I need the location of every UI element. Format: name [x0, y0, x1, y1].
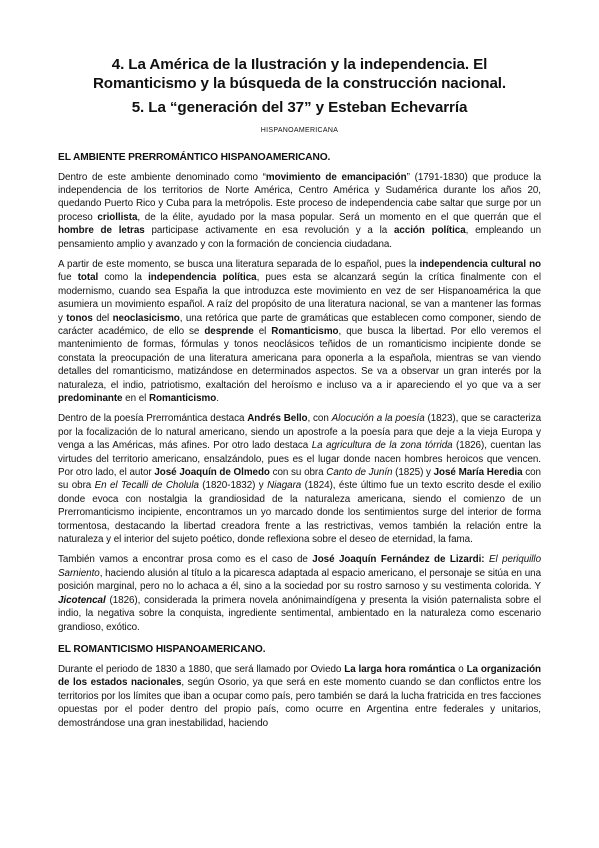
emphasis-text: acción política [393, 225, 466, 237]
emphasis-text: movimiento de emancipación [265, 171, 407, 183]
emphasis-text: neoclasicismo [112, 312, 180, 324]
section-heading-romanticismo: EL ROMANTICISMO HISPANOAMERICANO. [58, 643, 266, 655]
paragraph: Dentro de este ambiente denominado como “movimiento de emancipación” (1791-1830) que produce la independencia de los territorios de Norte América, Centro América y Sudamérica durante los años 20, quedando Puerto Rico y Cuba para la metrópolis. Este proceso de independencia cabe saltar que surge por un proceso criollista, de la élite, ayudado por la masa popular. Será un momento en el que querrán que el hombre de letras participase activamente en esa revolución y a la acción política, empleando un pensamiento amplio y avanzado y con la formación de conciencia ciudadana. [58, 171, 541, 250]
emphasis-text: En el Tecalli de Cholula [94, 480, 199, 492]
paragraph: También vamos a encontrar prosa como es el caso de José Joaquín Fernández de Lizardi: El periquillo Sarniento, haciendo alusión al título a la picaresca adaptada al espacio americano, el personaje se sitúa en una posición marginal, pero no lo achaca a él, sino a la sociedad por su rostro sarnoso y su vestimenta colorida. Y Jicotencal (1826), considerada la primera novela anónimaindígena y presenta la visión paternalista sobre el indio, la negativa sobre la conquista, ingrediente sentimental, ambientado en la naturaleza como escenario grandioso, exótico. [58, 554, 541, 633]
subtitle: HISPANOAMERICANA [260, 126, 339, 134]
emphasis-text: Alocución a la poesía [331, 413, 425, 425]
emphasis-text: Jicotencal [58, 594, 106, 606]
paragraph: Dentro de la poesía Prerromántica destaca Andrés Bello, con Alocución a la poesía (1823), que se caracteriza por la focalización de lo natural americano, siendo un apostrofe a la poesía para que deje a la vieja Europa y venga a las Américas, más afines. Por otro lado destaca La agricultura de la zona tórrida (1826), cuentan las virtudes del territorio americano, ensalzándolo, pues es el lugar donde nacen hombres heroicos que vencen. Por otro lado, el autor José Joaquín de Olmedo con su obra Canto de Junín (1825) y José María Heredia con su obra En el Tecalli de Cholula (1820-1832) y Niagara (1824), éste último fue un texto escrito desde el exilio donde evoca con nostalgia la grandiosidad de la naturaleza americana, siendo el comienzo de un Prerromanticismo incipiente, encontramos un yo marcado donde los sentimientos surge del interior de forma tormentosa, destacando la libertad creadora frente a las restrictivas, vemos también la relación entre la naturaleza y el interior del sujeto poético, donde reflexiona sobre el deseo de eternidad, la fama. [58, 413, 541, 546]
emphasis-text: José Joaquín de Olmedo [154, 467, 270, 479]
title-line-2: Romanticismo y la búsqueda de la construcción nacional. [92, 74, 507, 92]
emphasis-text: independencia cultural no [419, 258, 541, 270]
emphasis-text: Romanticismo [148, 393, 217, 404]
title-line-3: 5. La “generación del 37” y Esteban Echevarría [131, 99, 468, 116]
emphasis-text: Romanticismo [271, 325, 339, 337]
emphasis-text: hombre de letras [58, 225, 145, 237]
emphasis-text: criollista [97, 211, 138, 223]
emphasis-text: José María Heredia [433, 467, 523, 479]
emphasis-text: El periquillo Sarniento [58, 554, 541, 579]
emphasis-text: Niagara [267, 480, 302, 492]
emphasis-text: predominante [58, 393, 123, 404]
emphasis-text: Andrés Bello [247, 413, 308, 425]
emphasis-text: independencia política [148, 272, 257, 284]
emphasis-text: total [77, 272, 99, 284]
emphasis-text: La agricultura de la zona tórrida [311, 440, 453, 452]
emphasis-text: La larga hora romántica [344, 663, 456, 675]
emphasis-text: La organización de los estados nacionales [58, 663, 541, 689]
emphasis-text: tonos [66, 312, 93, 324]
emphasis-text: Canto de Junín [326, 467, 393, 479]
paragraph: A partir de este momento, se busca una literatura separada de lo español, pues la independencia cultural no fue total como la independencia política, pues esta se alcanzará según la crítica finalmente con el modernismo, cuando sea España la que introduzca este movimiento en vez de ser Hispanoamérica la que asumiera un movimiento español. A raíz del propósito de una literatura nacional, se van a mantener las formas y tonos del neoclasicismo, una retórica que parte de gramáticas que establecen como componer, siendo de carácter académico, de ello se desprende el Romanticismo, que busca la libertad. Por ello veremos el mantenimiento de formas, fórmulas y tonos neoclásicos teñidos de un romanticismo incipiente donde se constata la preocupación de una literatura americana para oponerla a la española, mientras se van viendo detalles del romanticismo, matizándose en determinados aspectos. Se va a observar un gran interés por la naturaleza, el indio, patriotismo, exaltación del heroísmo e incluso va a ir apareciendo el yo que va a ser predominante en el Romanticismo. [58, 258, 541, 404]
title-line-1: 4. La América de la Ilustración y la independencia. El [111, 56, 488, 73]
section-heading-prerromantico: EL AMBIENTE PRERROMÁNTICO HISPANOAMERICANO. [58, 151, 331, 163]
emphasis-text: desprende [204, 325, 254, 337]
emphasis-text: José Joaquín Fernández de Lizardi: [312, 554, 485, 566]
paragraph: Durante el periodo de 1830 a 1880, que será llamado por Oviedo La larga hora romántica o La organización de los estados nacionales, según Osorio, ya que será en este momento cuando se dan conflictos entre los territorios por los límites que iban a ocupar como país, pero también se dará la lucha fratricida en tres facciones opuestas por el poder dentro del propio país, como ocurre en Argentina entre federales y unitarios, demostrándose una gran inestabilidad, haciendo [58, 663, 541, 729]
